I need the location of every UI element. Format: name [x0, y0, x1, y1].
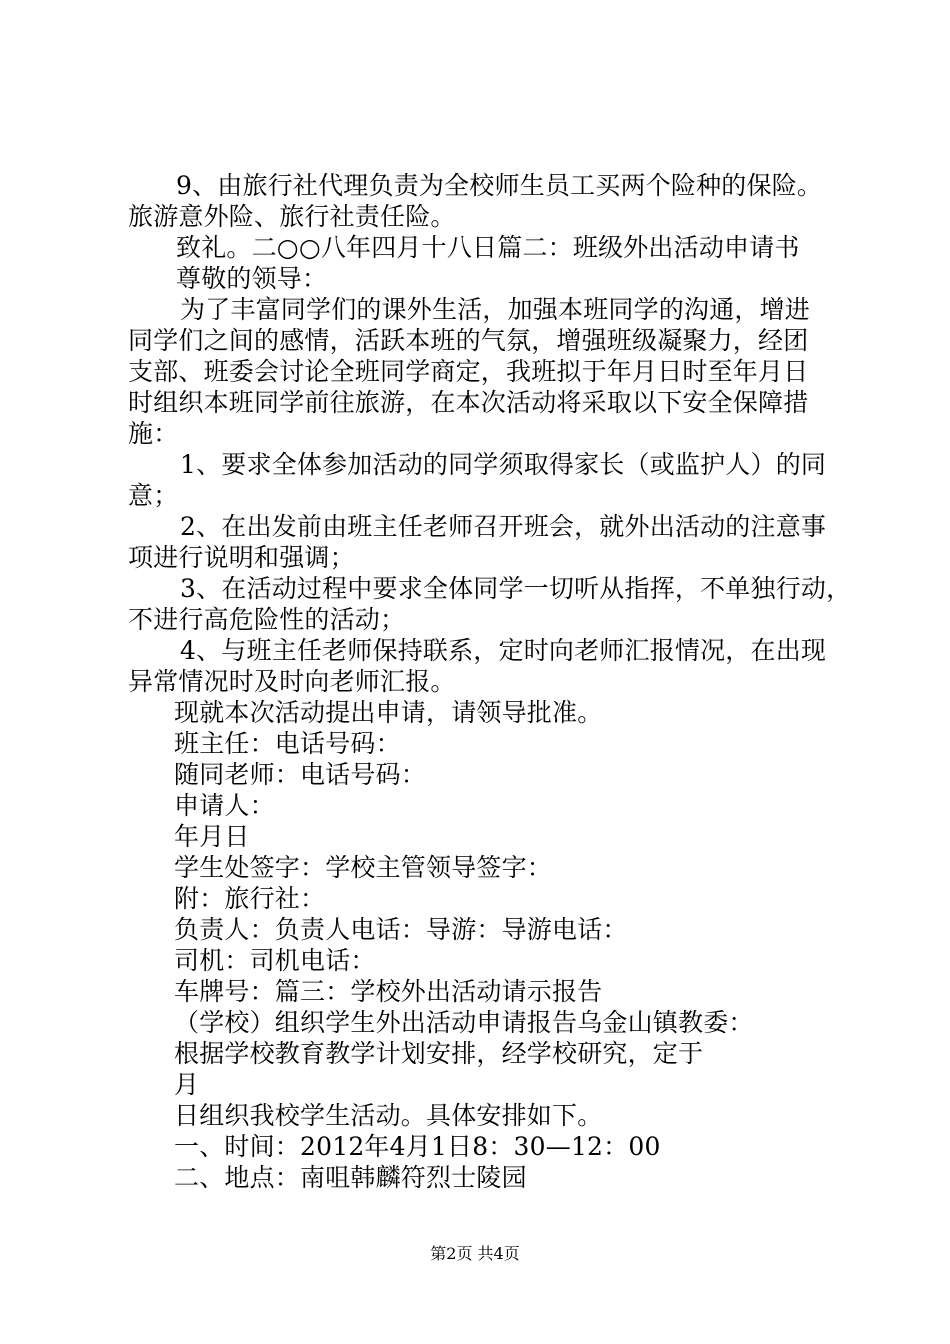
text-line: 2、在出发前由班主任老师召开班会，就外出活动的注意事	[180, 512, 827, 541]
text-line: 1、要求全体参加活动的同学须取得家长（或监护人）的同	[180, 450, 827, 479]
text-line: 学生处签字：学校主管领导签字：	[174, 853, 553, 882]
text-line: 尊敬的领导：	[176, 264, 328, 293]
text-line: 不进行高危险性的活动；	[128, 605, 406, 634]
text-line: 时组织本班同学前往旅游，在本次活动将采取以下安全保障措	[128, 388, 809, 417]
text-line: 施：	[128, 419, 179, 448]
text-line: 附：旅行社：	[174, 884, 326, 913]
text-line: 二、地点：南咀韩麟符烈士陵园	[174, 1163, 527, 1192]
text-line: 意；	[128, 481, 179, 510]
text-line: 根据学校教育教学计划安排，经学校研究，定于	[174, 1039, 704, 1068]
document-body	[128, 170, 852, 1193]
text-line: 年月日	[174, 822, 250, 851]
text-line: 项进行说明和强调；	[128, 543, 355, 572]
text-line: 为了丰富同学们的课外生活，加强本班同学的沟通，增进	[180, 295, 811, 324]
text-line: 随同老师：电话号码：	[174, 760, 427, 789]
text-line: 班主任：电话号码：	[174, 729, 401, 758]
text-line: 异常情况时及时向老师汇报。	[128, 667, 456, 696]
text-line: 一、时间：2012年4月1日8：30—12：00	[174, 1132, 661, 1161]
page-number-footer: 第2页 共4页	[430, 1244, 520, 1263]
text-line: 致礼。二○○八年四月十八日篇二：班级外出活动申请书	[176, 233, 800, 262]
text-line: 支部、班委会讨论全班同学商定，我班拟于年月日时至年月日	[128, 357, 809, 386]
text-line: 旅游意外险、旅行社责任险。	[128, 202, 456, 231]
text-line: 司机：司机电话：	[174, 946, 376, 975]
text-line: 3、在活动过程中要求全体同学一切听从指挥，不单独行动，	[180, 574, 852, 603]
text-line: 车牌号：篇三：学校外出活动请示报告	[174, 977, 603, 1006]
text-line: 同学们之间的感情，活跃本班的气氛，增强班级凝聚力，经团	[128, 326, 809, 355]
text-line: 现就本次活动提出申请，请领导批准。	[174, 698, 603, 727]
text-line: 月	[174, 1070, 200, 1099]
text-line: 申请人：	[174, 791, 275, 820]
text-line: 负责人：负责人电话：导游：导游电话：	[174, 915, 628, 944]
text-line: 日组织我校学生活动。具体安排如下。	[174, 1101, 603, 1130]
text-line: 9、由旅行社代理负责为全校师生员工买两个险种的保险。	[176, 171, 823, 200]
text-line: 4、与班主任老师保持联系，定时向老师汇报情况，在出现	[180, 636, 827, 665]
text-line: （学校）组织学生外出活动申请报告乌金山镇教委：	[174, 1008, 754, 1037]
